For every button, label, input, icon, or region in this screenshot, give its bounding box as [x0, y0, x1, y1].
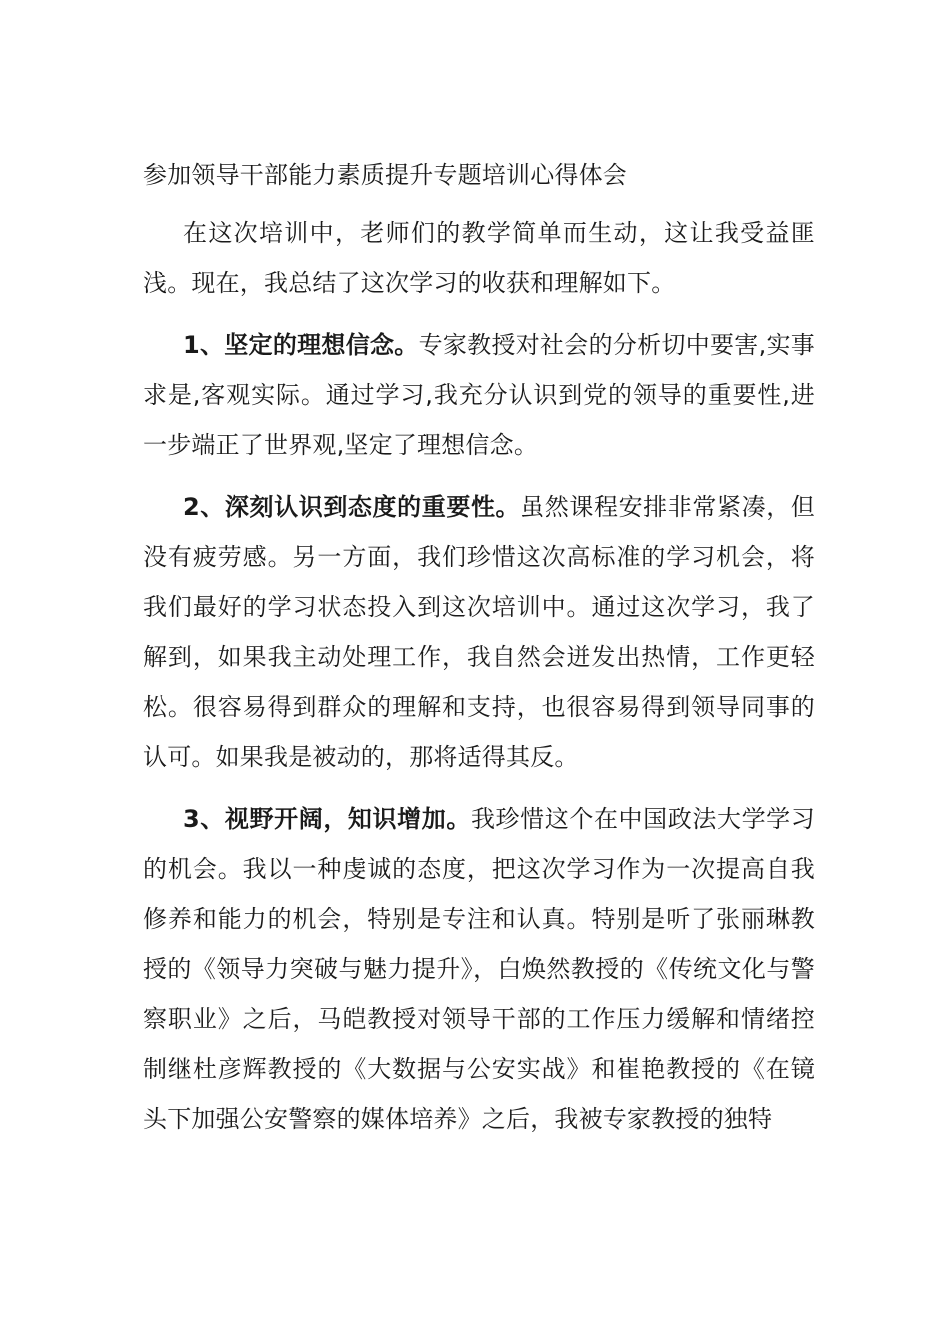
document-page [143, 150, 815, 1144]
section-1-paragraph [143, 320, 815, 470]
section-2-heading: 2、深刻认识到态度的重要性。 [183, 493, 521, 521]
intro-paragraph: 在这次培训中，老师们的教学简单而生动，这让我受益匪浅。现在，我总结了这次学习的收获和理解如下。 [143, 219, 815, 297]
document-title: 参加领导干部能力素质提升专题培训心得体会 [143, 161, 627, 189]
section-3-body: 我珍惜这个在中国政法大学学习的机会。我以一种虔诚的态度，把这次学习作为一次提高自我修养和能力的机会，特别是专注和认真。特别是听了张丽琳教授的《领导力突破与魅力提升》，白焕然教授的《传统文化与警察职业》之后，马皑教授对领导干部的工作压力缓解和情绪控制继杜彦辉教授的《大数据与公安实战》和崔艳教授的《在镜头下加强公安警察的媒体培养》之后，我被专家教授的独特 [143, 805, 815, 1133]
section-1-heading: 1、坚定的理想信念。 [183, 331, 419, 359]
section-1-body: 专家教授对社会的分析切中要害,实事求是,客观实际。通过学习,我充分认识到党的领导的重要性,进一步端正了世界观,坚定了理想信念。 [143, 331, 816, 459]
section-2-body: 虽然课程安排非常紧凑，但没有疲劳感。另一方面，我们珍惜这次高标准的学习机会，将我们最好的学习状态投入到这次培训中。通过这次学习，我了解到，如果我主动处理工作，我自然会迸发出热情，工作更轻松。很容易得到群众的理解和支持，也很容易得到领导同事的认可。如果我是被动的，那将适得其反。 [143, 493, 815, 771]
section-3-paragraph [143, 794, 815, 1144]
section-3-heading: 3、视野开阔，知识增加。 [183, 805, 471, 833]
section-2-paragraph [143, 482, 815, 782]
